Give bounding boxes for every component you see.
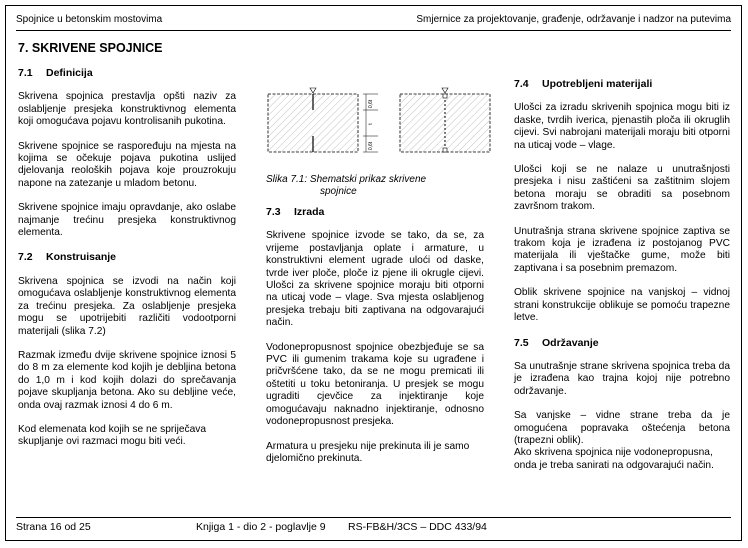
footer-code: RS-FB&H/3CS – DDC 433/94 <box>348 521 487 533</box>
dimension-label: 0,6t <box>368 141 374 151</box>
concrete-element-right <box>400 94 490 152</box>
document-page <box>5 5 742 541</box>
dimension-label: 0,6t <box>368 99 374 109</box>
header-right: Smjernice za projektovanje, građenje, održavanje i nadzor na putevima <box>416 14 731 25</box>
paragraph: Ako skrivena spojnica nije vodonepropusna, onda je treba sanirati na odgovarajući način. <box>514 447 714 471</box>
paragraph: Skrivena spojnica prestavlja opšti naziv za oslabljenje presjeka konstruktivnog elementa koji omogućava pojavu kontrolisanih pukotina. <box>18 91 236 128</box>
paragraph: Skrivena spojnica se izvodi na način koji omogućava oslabljenje konstruktivnog elementa za trećinu presjeka. Za oslabljenje presjeka mogu se upotrijebiti različiti vodootporni materijali (slika 7.2) <box>18 275 236 337</box>
paragraph: Kod elemenata kod kojih se ne spriječava skupljanje ovi razmaci mogu biti veći. <box>18 423 207 448</box>
paragraph: Sa vanjske – vidne strane treba da je omogućena popravaka oštećenja betona (trapezni oblik). <box>514 410 730 446</box>
dimension-label: t <box>368 123 374 125</box>
page-footer <box>16 517 731 534</box>
paragraph: Unutrašnja strana skrivene spojnice zaptiva se trakom koja je izrađena iz postojanog PVC materijala ili vještačke gume, može biti zaptivana i sa posebnim premazom. <box>514 225 730 274</box>
paragraph: Vodonepropusnost spojnice obezbjeđuje se sa PVC ili gumenim trakama koje su ugrađene i pričvršćene tako, da se ne mogu premicati ili oštetiti u toku betoniranja. U presjek se mogu ugraditi cjevčice za injektiranje koje omogućavaju naknadno injektiranje, odnosno vodonepropusnost presjeka. <box>266 341 484 428</box>
paragraph: Skrivene spojnice izvode se tako, da se, za vrijeme postavljanja oplate i armature, u konstruktivni element ugrade uloći od daske, tvrde iver ploče, ploče iz pjene ili okrugle cijevi. Ulošci za skrivene spojnice moraju biti otporni na uticaj vode – vlage. Sva mjesta oslabljenog presjeka trebaju biti zaptivana na odgovarajući način. <box>266 230 484 329</box>
paragraph: Skrivene spojnice se raspoređuju na mjesta na kojima se očekuje pojava pukotina uslijed djelovanja reoloških pojava koje prouzrokuju napone na zatezanje u mladom betonu. <box>18 140 236 189</box>
section-heading-7-4: 7.4 Upotrebljeni materijali <box>514 78 653 90</box>
paragraph: Ulošci koji se ne nalaze u unutrašnjosti presjeka i nisu zaštićeni sa zaštitnim slojem betona moraju se obraditi sa posebnom završnom trakom. <box>514 164 730 213</box>
column-right <box>514 78 730 484</box>
paragraph: Skrivene spojnice imaju opravdanje, ako oslabe najmanje trećinu presjeka konstruktivnog elementa. <box>18 202 236 239</box>
footer-page-number: Strana 16 od 25 <box>16 521 91 533</box>
section-heading-7-3: 7.3 Izrada <box>266 206 325 218</box>
paragraph: Sa unutrašnje strane skrivena spojnica treba da je izrađena kao trajna kojoj nije potrebno održavanje. <box>514 360 730 397</box>
section-heading-7-1: 7.1 Definicija <box>18 67 93 79</box>
section-heading-7-2: 7.2 Konstruisanje <box>18 251 117 264</box>
header-left: Spojnice u betonskim mostovima <box>16 14 163 25</box>
column-middle <box>266 82 484 477</box>
paragraph: Razmak između dvije skrivene spojnice iznosi 5 do 8 m za elemente kod kojih je debljina betona do 1,0 m i kod kojih dolazi do sprečavanja pojave skupljanja betona. Ako su debljine veće, onda ovaj razmak iznosi 4 do 6 m. <box>18 349 236 411</box>
figure-caption: Slika 7.1: Shematski prikaz skrivene spojnice <box>266 174 427 197</box>
paragraph: Armatura u presjeku nije prekinuta ili je samo djelomično prekinuta. <box>266 440 470 464</box>
trapezoid-mark-icon <box>442 88 448 93</box>
footer-book: Knjiga 1 - dio 2 - poglavlje 9 <box>196 521 326 533</box>
page-header <box>16 12 731 31</box>
paragraph: Oblik skrivene spojnice na vanjskoj – vidnoj strani konstrukcije oblikuje se pomoću trapezne letve. <box>514 287 730 324</box>
trapezoid-mark-icon <box>310 88 316 93</box>
chapter-title: 7. SKRIVENE SPOJNICE <box>18 41 163 55</box>
paragraph: Ulošci za izradu skrivenih spojnica mogu biti iz daske, tvrdih iverica, pjenastih ploča ili okruglih cijevi. Svi nabrojani materijali moraju biti otporni na uticaj vode – vlage. <box>514 102 730 151</box>
joint-schematic-figure <box>266 82 496 160</box>
section-heading-7-5: 7.5 Održavanje <box>514 336 599 349</box>
column-left <box>18 67 236 461</box>
